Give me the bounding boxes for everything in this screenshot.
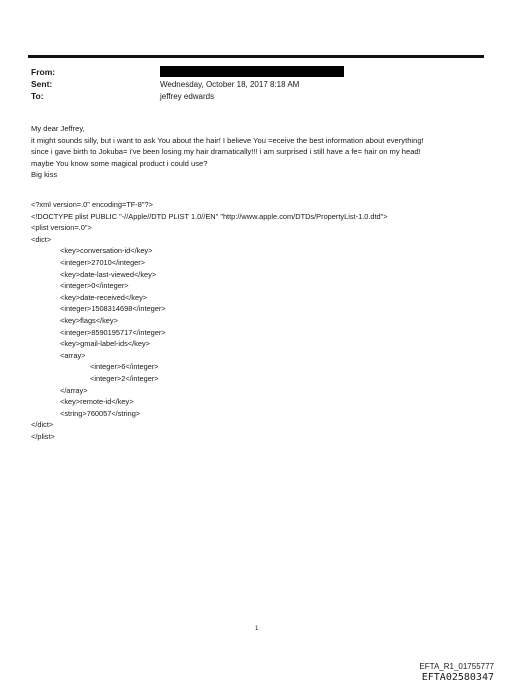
- code-line: <key>date-received</key>: [60, 292, 148, 302]
- code-line: <key>date-last-viewed</key>: [60, 269, 157, 279]
- code-line: <key>remote-id</key>: [60, 397, 134, 407]
- code-line: <integer>27010</integer>: [60, 258, 146, 267]
- bates-stamp-small: EFTA_R1_01755777: [419, 662, 494, 671]
- from-label: From:: [31, 67, 56, 77]
- code-line: <plist version=.0">: [31, 223, 92, 233]
- to-label: To:: [31, 91, 44, 101]
- code-line: <string>760057</string>: [60, 408, 141, 418]
- sent-label: Sent:: [31, 79, 53, 89]
- sent-value: Wednesday, October 18, 2017 8:18 AM: [160, 80, 300, 89]
- body-line: since i gave birth to Jokuba= i've been losing my hair dramatically!!! i am surprised i still have a fe= hair on my head!: [31, 147, 421, 156]
- code-line: <integer>8590195717</integer>: [60, 327, 166, 337]
- code-line: <dict>: [31, 234, 52, 244]
- code-line: <integer>6</integer>: [90, 362, 159, 372]
- body-line: Big kiss: [31, 170, 58, 179]
- redacted-sender: [160, 66, 344, 77]
- code-line: <?xml version=.0" encoding=TF-8"?>: [31, 200, 153, 209]
- body-line: My dear Jeffrey,: [31, 124, 85, 133]
- code-line: <integer>0</integer>: [60, 281, 129, 291]
- page-number: 1: [255, 626, 259, 632]
- code-line: <integer>1508314698</integer>: [60, 304, 166, 314]
- code-line: </plist>: [31, 432, 55, 441]
- code-line: <key>gmail-label-ids</key>: [60, 339, 150, 349]
- code-line: </array>: [60, 385, 88, 395]
- code-line: <!DOCTYPE plist PUBLIC "-//Apple//DTD PLIST 1.0//EN" "http://www.apple.com/DTDs/PropertyList-1.0.dtd">: [31, 211, 388, 221]
- bates-stamp-large: EFTA02580347: [421, 672, 494, 683]
- code-line: <array>: [60, 350, 86, 360]
- code-line: <key>flags</key>: [60, 316, 118, 325]
- header-rule: [28, 55, 484, 58]
- to-value: jeffrey edwards: [160, 92, 215, 101]
- code-line: <integer>2</integer>: [90, 374, 159, 383]
- code-line: <key>conversation-id</key>: [60, 246, 153, 256]
- code-line: </dict>: [31, 420, 54, 430]
- body-line: maybe You know some magical product i could use?: [31, 158, 208, 168]
- body-line: it might sounds silly, but i want to ask You about the hair! I believe You =eceive the best information about everything!: [31, 135, 424, 145]
